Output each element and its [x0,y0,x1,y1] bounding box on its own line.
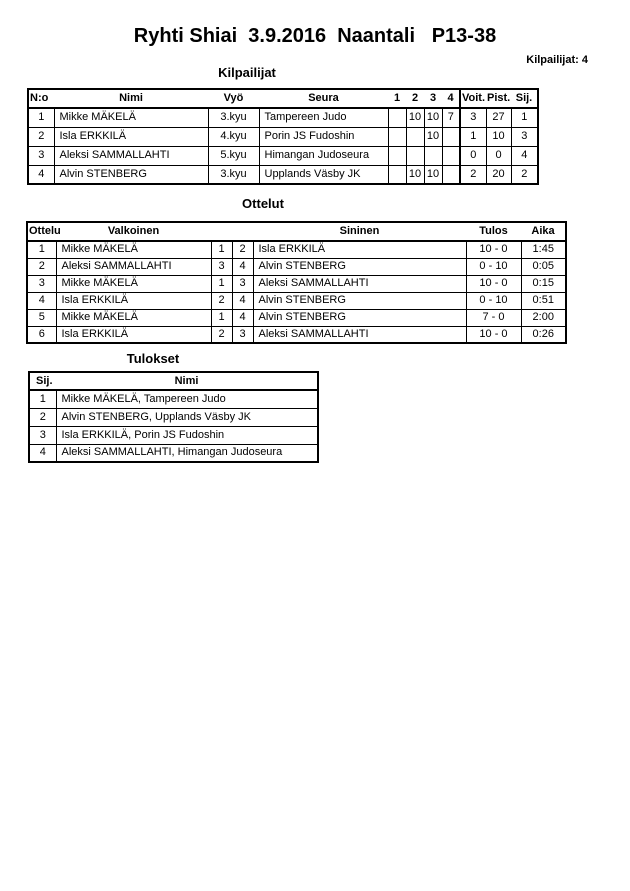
table-row [27,258,566,275]
col-header-points: Pist. [486,89,511,108]
cell-white-number: 1 [211,275,232,292]
table-row [27,309,566,326]
cell-r1 [388,146,406,165]
cell-white-number: 2 [211,292,232,309]
cell-belt: 5.kyu [208,146,259,165]
cell-time: 1:45 [521,241,566,258]
col-header-white: Valkoinen [56,222,211,241]
cell-blue-number: 3 [232,275,253,292]
cell-belt: 4.kyu [208,127,259,146]
cell-r1 [388,165,406,184]
results-table [28,371,319,463]
cell-place: 4 [29,444,56,462]
cell-match-no: 2 [27,258,56,275]
table-row [28,165,538,184]
matches-table [26,221,567,344]
col-header-2: 2 [406,89,424,108]
col-header-blue-number [232,222,253,241]
cell-result: 0 - 10 [466,258,521,275]
cell-r3: 10 [424,127,442,146]
col-header-place: Sij. [511,89,538,108]
cell-place: 2 [511,165,538,184]
cell-wins: 3 [460,108,486,127]
cell-r2: 10 [406,165,424,184]
table-row [27,292,566,309]
cell-place: 3 [511,127,538,146]
cell-time: 0:26 [521,326,566,343]
cell-wins: 1 [460,127,486,146]
col-header-name: Nimi [54,89,208,108]
cell-place: 1 [29,390,56,408]
cell-blue-number: 4 [232,309,253,326]
cell-r3: 10 [424,165,442,184]
cell-name: Aleksi SAMMALLAHTI [54,146,208,165]
col-header-place: Sij. [29,372,56,390]
cell-result: 7 - 0 [466,309,521,326]
results-heading: Tulokset [126,351,180,366]
cell-points: 10 [486,127,511,146]
col-header-blue: Sininen [253,222,466,241]
cell-white: Mikke MÄKELÄ [56,275,211,292]
cell-blue: Aleksi SAMMALLAHTI [253,326,466,343]
cell-club: Tampereen Judo [259,108,388,127]
cell-blue: Alvin STENBERG [253,309,466,326]
cell-blue: Isla ERKKILÄ [253,241,466,258]
cell-wins: 2 [460,165,486,184]
cell-match-no: 5 [27,309,56,326]
cell-match-no: 1 [27,241,56,258]
cell-r4: 7 [442,108,460,127]
cell-belt: 3.kyu [208,165,259,184]
cell-place: 1 [511,108,538,127]
table-row [28,127,538,146]
cell-place: 4 [511,146,538,165]
cell-white: Mikke MÄKELÄ [56,309,211,326]
competitors-table [27,88,539,185]
col-header-4: 4 [442,89,460,108]
cell-result: 10 - 0 [466,275,521,292]
cell-r4 [442,146,460,165]
cell-match-no: 6 [27,326,56,343]
table-row [27,326,566,343]
col-header-name: Nimi [56,372,318,390]
cell-time: 0:51 [521,292,566,309]
table-row [29,390,318,408]
cell-result: 0 - 10 [466,292,521,309]
col-header-no: N:o [28,89,54,108]
competitors-count: Kilpailijat: 4 [526,54,588,66]
table-row [28,108,538,127]
cell-no: 2 [28,127,54,146]
col-header-belt: Vyö [208,89,259,108]
cell-name: Aleksi SAMMALLAHTI, Himangan Judoseura [56,444,318,462]
cell-r1 [388,127,406,146]
cell-time: 0:05 [521,258,566,275]
cell-white: Isla ERKKILÄ [56,292,211,309]
cell-white: Isla ERKKILÄ [56,326,211,343]
cell-match-no: 3 [27,275,56,292]
col-header-club: Seura [259,89,388,108]
cell-blue-number: 4 [232,258,253,275]
cell-name: Mikke MÄKELÄ [54,108,208,127]
cell-white-number: 2 [211,326,232,343]
matches-header-row [27,222,566,241]
cell-r3 [424,146,442,165]
cell-name: Isla ERKKILÄ [54,127,208,146]
cell-place: 2 [29,408,56,426]
cell-place: 3 [29,426,56,444]
cell-time: 0:15 [521,275,566,292]
cell-wins: 0 [460,146,486,165]
table-row [27,241,566,258]
col-header-white-number [211,222,232,241]
cell-white-number: 3 [211,258,232,275]
table-row [29,408,318,426]
col-header-wins: Voit. [460,89,486,108]
cell-no: 1 [28,108,54,127]
cell-name: Mikke MÄKELÄ, Tampereen Judo [56,390,318,408]
cell-white-number: 1 [211,309,232,326]
cell-points: 20 [486,165,511,184]
cell-blue-number: 2 [232,241,253,258]
page-title: Ryhti Shiai 3.9.2016 Naantali P13-38 [133,25,497,47]
cell-club: Porin JS Fudoshin [259,127,388,146]
cell-r2: 10 [406,108,424,127]
cell-r4 [442,165,460,184]
col-header-match-no: Ottelu [27,222,56,241]
cell-r3: 10 [424,108,442,127]
col-header-time: Aika [521,222,566,241]
col-header-3: 3 [424,89,442,108]
results-header-row [29,372,318,390]
cell-blue: Aleksi SAMMALLAHTI [253,275,466,292]
cell-r2 [406,127,424,146]
cell-match-no: 4 [27,292,56,309]
cell-r2 [406,146,424,165]
competitors-heading: Kilpailijat [218,65,276,80]
cell-blue: Alvin STENBERG [253,258,466,275]
cell-club: Himangan Judoseura [259,146,388,165]
table-row [29,426,318,444]
cell-time: 2:00 [521,309,566,326]
cell-belt: 3.kyu [208,108,259,127]
cell-result: 10 - 0 [466,241,521,258]
cell-name: Alvin STENBERG [54,165,208,184]
cell-points: 27 [486,108,511,127]
cell-name: Alvin STENBERG, Upplands Väsby JK [56,408,318,426]
cell-club: Upplands Väsby JK [259,165,388,184]
col-header-1: 1 [388,89,406,108]
cell-result: 10 - 0 [466,326,521,343]
table-row [29,444,318,462]
cell-white: Aleksi SAMMALLAHTI [56,258,211,275]
cell-name: Isla ERKKILÄ, Porin JS Fudoshin [56,426,318,444]
cell-white: Mikke MÄKELÄ [56,241,211,258]
cell-no: 3 [28,146,54,165]
matches-heading: Ottelut [242,196,284,211]
table-row [28,146,538,165]
cell-blue-number: 4 [232,292,253,309]
competitors-header-row [28,89,538,108]
cell-blue-number: 3 [232,326,253,343]
table-row [27,275,566,292]
cell-r1 [388,108,406,127]
cell-points: 0 [486,146,511,165]
cell-blue: Alvin STENBERG [253,292,466,309]
cell-white-number: 1 [211,241,232,258]
cell-r4 [442,127,460,146]
col-header-result: Tulos [466,222,521,241]
cell-no: 4 [28,165,54,184]
